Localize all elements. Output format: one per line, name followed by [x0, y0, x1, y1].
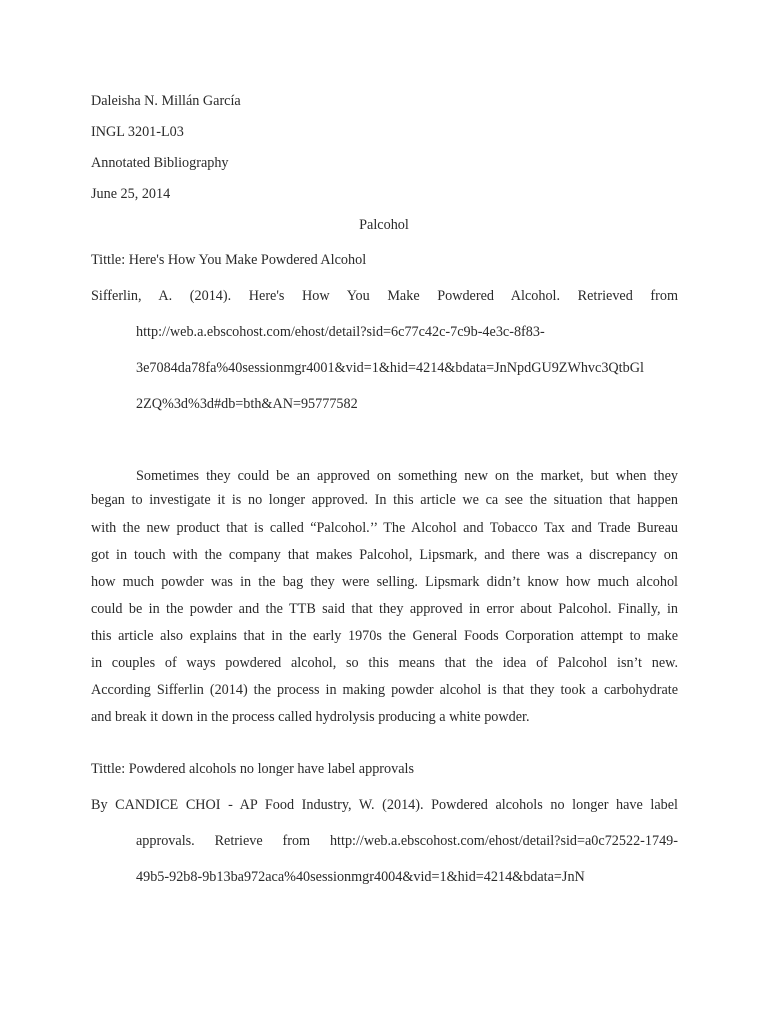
entry1-summary-line: with the new product that is called “Palcohol.’’ The Alcohol and Tobacco Tax and Trade Bureau	[91, 520, 678, 536]
entry1-summary-line: began to investigate it is no longer approved. In this article we ca see the situation that happen	[91, 492, 678, 508]
document-title: Palcohol	[359, 217, 409, 233]
entry1-citation-line: Sifferlin, A. (2014). Here's How You Make Powdered Alcohol. Retrieved from	[91, 288, 678, 304]
entry2-title: Tittle: Powdered alcohols no longer have label approvals	[91, 761, 414, 777]
entry1-summary-line: how much powder was in the bag they were selling. Lipsmark didn’t know how much alcohol	[91, 574, 678, 590]
entry1-citation-url-line: http://web.a.ebscohost.com/ehost/detail?sid=6c77c42c-7c9b-4e3c-8f83-	[136, 324, 545, 340]
author-name: Daleisha N. Millán García	[91, 93, 241, 109]
entry1-citation-url-line: 2ZQ%3d%3d#db=bth&AN=95777582	[136, 396, 358, 412]
entry1-summary-line: According Sifferlin (2014) the process in making powder alcohol is that they took a carbohydrate	[91, 682, 678, 698]
entry1-citation-url-line: 3e7084da78fa%40sessionmgr4001&vid=1&hid=4214&bdata=JnNpdGU9ZWhvc3QtbGl	[136, 360, 644, 376]
entry2-citation-line: By CANDICE CHOI - AP Food Industry, W. (2014). Powdered alcohols no longer have label	[91, 797, 678, 813]
entry1-summary-line: in couples of ways powdered alcohol, so this means that the idea of Palcohol isn’t new.	[91, 655, 678, 671]
entry1-summary-line: and break it down in the process called hydrolysis producing a white powder.	[91, 709, 530, 725]
entry1-summary-line: Sometimes they could be an approved on something new on the market, but when they	[136, 468, 678, 484]
entry2-citation-url-line: approvals. Retrieve from http://web.a.ebscohost.com/ehost/detail?sid=a0c72522-1749-	[136, 833, 678, 849]
entry1-summary-line: got in touch with the company that makes Palcohol, Lipsmark, and there was a discrepancy on	[91, 547, 678, 563]
entry1-summary-line: could be in the powder and the TTB said that they approved in error about Palcohol. Finally, in	[91, 601, 678, 617]
entry1-title: Tittle: Here's How You Make Powdered Alcohol	[91, 252, 367, 268]
entry2-citation-url-line: 49b5-92b8-9b13ba972aca%40sessionmgr4004&vid=1&hid=4214&bdata=JnN	[136, 869, 585, 885]
entry1-summary-line: this article also explains that in the early 1970s the General Foods Corporation attempt to make	[91, 628, 678, 644]
assignment-type: Annotated Bibliography	[91, 155, 229, 171]
course-code: INGL 3201-L03	[91, 124, 184, 140]
document-date: June 25, 2014	[91, 186, 171, 202]
